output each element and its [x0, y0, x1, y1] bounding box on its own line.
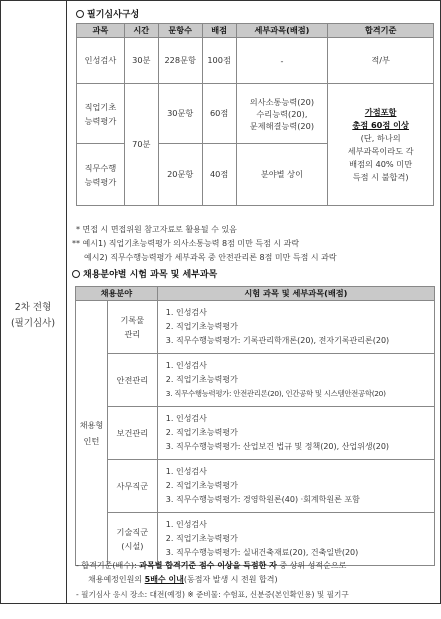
footer-line2: [88, 574, 278, 585]
table-row: [77, 38, 434, 84]
header-detail: 세부과목(배점): [236, 24, 328, 38]
row2-count: 30문항: [158, 84, 202, 144]
row1-count: 228문항: [158, 38, 202, 84]
row2-detail: [236, 84, 328, 144]
list-item: 2. 직업기초능력평가: [165, 322, 238, 331]
footer-line3: - 필기심사 응시 장소: 대전(예정) ※ 준비물: 수험표, 신분증(본인확인용) 및 필기구: [76, 590, 349, 599]
criteria-line4: 세부과목이라도 각: [347, 145, 414, 156]
written-section-title-text: 필기심사구성: [87, 10, 140, 20]
column-divider: [66, 0, 67, 604]
row1-score: 100점: [202, 38, 236, 84]
table-row: [76, 407, 435, 460]
list-item: 1. 인성검사: [165, 414, 207, 423]
subjects-section-title: [72, 267, 217, 280]
row3-score: 40점: [202, 144, 236, 206]
table-row: [76, 354, 435, 407]
stage-label-line2: (필기심사): [10, 318, 56, 329]
stage-label-line1: 2차 전형: [14, 302, 52, 313]
row3-count: 20문항: [158, 144, 202, 206]
footer-line1-pre: - 합격기준(배수):: [76, 561, 140, 570]
header-criteria: 합격기준: [328, 24, 434, 38]
row2-detail-line2: 수리능력(20),: [256, 108, 308, 119]
header-count: 문항수: [158, 24, 202, 38]
note-1: * 면접 시 면접위원 참고자료로 활용될 수 있음: [76, 225, 237, 234]
list-item: 1. 인성검사: [165, 308, 207, 317]
row2-subject-line1: 직업기초: [84, 101, 117, 112]
header-score: 배점: [202, 24, 236, 38]
field-name-line1: 기록물: [120, 315, 145, 325]
list-item: 3. 직무수행능력평가: 실내건축재료(20), 건축일반(20): [165, 548, 359, 557]
footer-line1-bold: 과목별 합격기준 점수 이상을 득점한 자: [139, 561, 277, 570]
header-subject: 과목: [77, 24, 125, 38]
footer-line2-bold: 5배수 이내: [144, 575, 184, 584]
written-table-header-row: [77, 24, 434, 38]
group-line1: 채용형: [79, 420, 104, 430]
table-row: [77, 84, 434, 144]
list-item: 2. 직업기초능력평가: [165, 428, 238, 437]
header-field: 채용분야: [76, 287, 158, 301]
list-item: 3. 직무수행능력평가: 안전관리론(20), 인간공학 및 시스템안전공학(20): [165, 389, 386, 398]
subjects-table-header-row: [76, 287, 435, 301]
criteria-line3: (단, 하나의: [360, 132, 401, 143]
written-section-title: [76, 7, 139, 20]
criteria-line1: 가점포함: [364, 106, 397, 117]
row1-subject: 인성검사: [77, 38, 125, 84]
row2-detail-line1: 의사소통능력(20): [249, 96, 315, 107]
list-item: 3. 직무수행능력평가: 기록관리학개론(20), 전자기록관리론(20): [165, 336, 390, 345]
list-item: 2. 직업기초능력평가: [165, 481, 238, 490]
table-row: [76, 301, 435, 354]
list-item: 3. 직무수행능력평가: 산업보건 법규 및 정책(20), 산업위생(20): [165, 442, 390, 451]
list-item: 3. 직무수행능력평가: 경영학원론(40) ·회계학원론 포함: [165, 495, 360, 504]
subjects-table: [75, 286, 435, 566]
footer-line2-pre: 채용예정인원의: [88, 575, 145, 584]
row2-score: 60점: [202, 84, 236, 144]
table-row: [76, 460, 435, 513]
note-3: 예시2) 직무수행능력평가 세부과목 중 안전관리론 8점 미만 득점 시 과락: [84, 253, 337, 262]
group-line2: 인턴: [83, 436, 100, 446]
row3-subject-line1: 직무수행: [84, 162, 117, 173]
criteria-line5: 배점의 40% 미만: [349, 158, 413, 169]
field-name: 안전관리: [107, 354, 157, 407]
field-name: 보건관리: [107, 407, 157, 460]
row3-detail: 분야별 상이: [236, 144, 328, 206]
field-subjects: [157, 513, 434, 566]
circle-bullet-icon: [72, 270, 80, 278]
footer-line1: [76, 560, 346, 571]
note-2: ** 예시1) 직업기초능력평가 의사소통능력 8점 미만 득점 시 과락: [72, 239, 300, 248]
shared-time: 70분: [124, 84, 158, 206]
field-name-line2: (시설): [121, 541, 144, 551]
list-item: 1. 인성검사: [165, 520, 207, 529]
field-name: [107, 301, 157, 354]
written-exam-table: [76, 23, 434, 206]
field-name-line1: 기술직군: [116, 527, 149, 537]
list-item: 2. 직업기초능력평가: [165, 375, 238, 384]
list-item: 1. 인성검사: [165, 361, 207, 370]
row1-time: 30분: [124, 38, 158, 84]
row2-detail-line3: 문제해결능력(20): [249, 120, 315, 131]
list-item: 1. 인성검사: [165, 467, 207, 476]
field-name: [107, 513, 157, 566]
field-subjects: [157, 407, 434, 460]
field-subjects: [157, 301, 434, 354]
field-subjects: [157, 354, 434, 407]
footer-line2-post: (동점자 발생 시 전원 합격): [183, 575, 278, 584]
table-row: [76, 513, 435, 566]
row1-criteria: 적/부: [328, 38, 434, 84]
list-item: 2. 직업기초능력평가: [165, 534, 238, 543]
row3-subject-line2: 능력평가: [84, 176, 117, 187]
stage-label: [2, 300, 64, 332]
criteria-line2: 총점 60점 이상: [352, 119, 409, 130]
header-exam-subjects: 시험 과목 및 세부과목(배점): [157, 287, 434, 301]
field-subjects: [157, 460, 434, 513]
row2-subject-line2: 능력평가: [84, 115, 117, 126]
footer-line1-post: 중 상위 성적순으로: [276, 561, 347, 570]
subjects-section-title-text: 채용분야별 시험 과목 및 세부과목: [83, 270, 218, 280]
field-name-line2: 관리: [124, 329, 141, 339]
shared-criteria: [328, 84, 434, 206]
circle-bullet-icon: [76, 10, 84, 18]
criteria-line6: 득점 시 불합격): [352, 171, 409, 182]
row1-detail: -: [236, 38, 328, 84]
group-cell: [76, 301, 108, 566]
row2-subject: [77, 84, 125, 144]
frame-left-border: [0, 0, 1, 604]
field-name: 사무직군: [107, 460, 157, 513]
row3-subject: [77, 144, 125, 206]
header-time: 시간: [124, 24, 158, 38]
